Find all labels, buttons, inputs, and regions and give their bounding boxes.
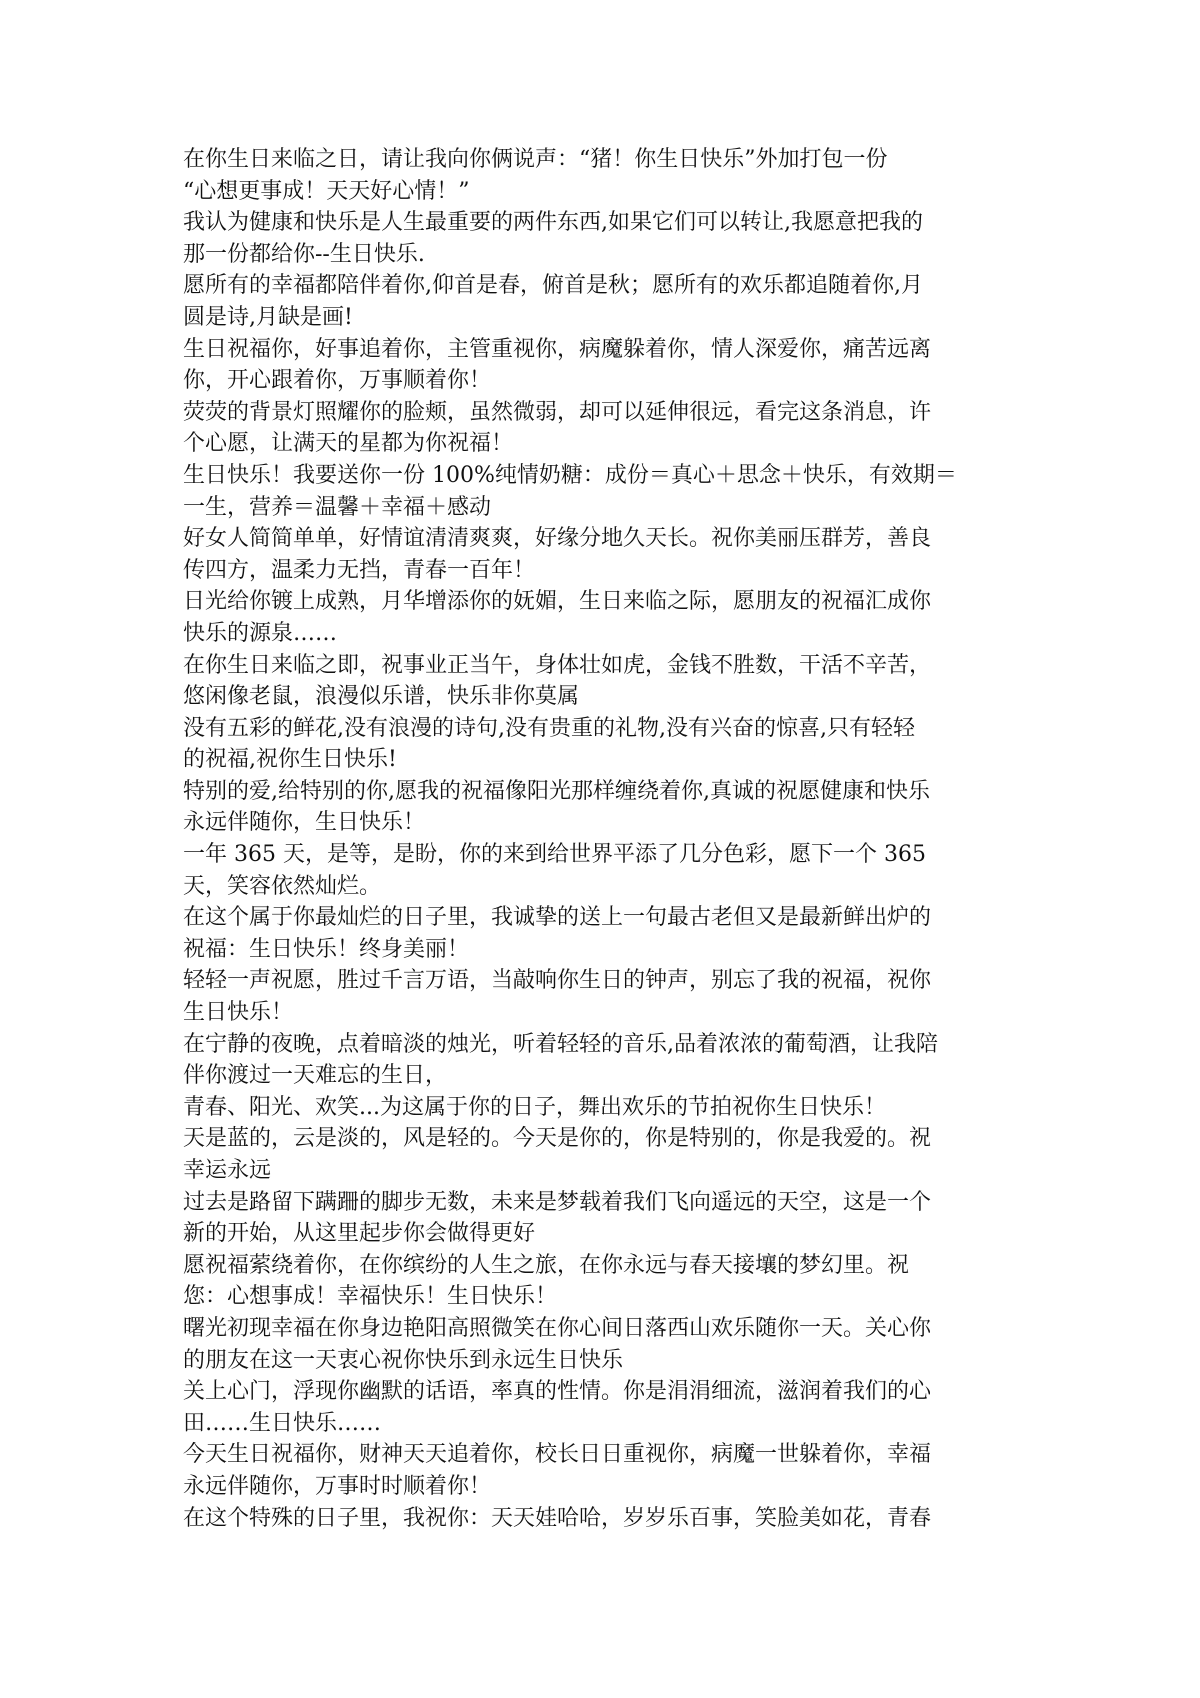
text-line: 轻轻一声祝愿，胜过千言万语，当敲响你生日的钟声，别忘了我的祝福，祝你 [183,968,932,994]
text-line: 永远伴随你，万事时时顺着你！ [183,1473,492,1499]
text-line: 您：心想事成！幸福快乐！生日快乐！ [183,1284,558,1310]
text-line: 新的开始，从这里起步你会做得更好 [183,1221,536,1247]
text-line: 在宁静的夜晚，点着暗淡的烛光，听着轻轻的音乐,品着浓浓的葡萄酒，让我陪 [183,1031,938,1057]
text-line: 圆是诗,月缺是画! [183,304,353,330]
text-line: 今天生日祝福你，财神天天追着你，校长日日重视你，病魔一世躲着你，幸福 [183,1442,932,1468]
text-line: 曙光初现幸福在你身边艳阳高照微笑在你心间日落西山欢乐随你一天。关心你 [183,1315,932,1341]
text-line: 幸运永远 [183,1158,272,1183]
text-line: “心想更事成！天天好心情！” [183,178,470,204]
text-line: 一生，营养＝温馨＋幸福＋感动 [183,494,492,520]
text-line: 日光给你镀上成熟，月华增添你的妩媚，生日来临之际，愿朋友的祝福汇成你 [183,589,932,615]
text-line: 个心愿，让满天的星都为你祝福！ [183,431,514,457]
text-line: 在你生日来临之日，请让我向你俩说声：“猪！你生日快乐”外加打包一份 [183,147,888,172]
text-line: 你，开心跟着你，万事顺着你！ [183,368,492,394]
text-line: 田……生日快乐…… [183,1410,382,1436]
text-line: 那一份都给你--生日快乐. [183,241,425,267]
text-line: 生日祝福你，好事追着你，主管重视你，病魔躲着你，情人深爱你，痛苦远离 [183,336,932,362]
text-line: 青春、阳光、欢笑...为这属于你的日子，舞出欢乐的节拍祝你生日快乐！ [183,1094,886,1120]
text-line: 好女人简简单单，好情谊清清爽爽，好缘分地久天长。祝你美丽压群芳，善良 [183,526,932,552]
text-line: 关上心门，浮现你幽默的话语，率真的性情。你是涓涓细流，滋润着我们的心 [183,1379,932,1405]
text-line: 天，笑容依然灿烂。 [183,873,382,899]
text-line: 一年 365 天，是等，是盼，你的来到给世界平添了几分色彩，愿下一个 365 [183,842,926,868]
text-line: 生日快乐！ [183,1000,294,1026]
text-line: 传四方，温柔力无挡，青春一百年！ [183,557,536,583]
text-line: 愿祝福萦绕着你，在你缤纷的人生之旅，在你永远与春天接壤的梦幻里。祝 [183,1252,910,1278]
text-line: 特别的爱,给特别的你,愿我的祝福像阳光那样缠绕着你,真诚的祝愿健康和快乐 [183,778,930,804]
text-line: 悠闲像老鼠，浪漫似乐谱，快乐非你莫属 [183,684,580,710]
text-line: 过去是路留下蹒跚的脚步无数，未来是梦载着我们飞向遥远的天空，这是一个 [183,1189,932,1215]
text-line: 的祝福,祝你生日快乐! [183,747,397,773]
text-line: 天是蓝的，云是淡的，风是轻的。今天是你的，你是特别的，你是我爱的。祝 [183,1126,932,1152]
text-line: 在这个特殊的日子里，我祝你：天天娃哈哈，岁岁乐百事，笑脸美如花，青春 [183,1505,932,1531]
text-line: 伴你渡过一天难忘的生日， [183,1063,448,1089]
document-body [183,144,1023,1534]
text-line: 的朋友在这一天衷心祝你快乐到永远生日快乐 [183,1347,624,1373]
text-line: 在这个属于你最灿烂的日子里，我诚挚的送上一句最古老但又是最新鲜出炉的 [183,905,932,931]
text-line: 快乐的源泉…… [183,620,338,646]
text-line: 愿所有的幸福都陪伴着你,仰首是春，俯首是秋；愿所有的欢乐都追随着你,月 [183,273,923,299]
text-line: 荧荧的背景灯照耀你的脸颊，虽然微弱，却可以延伸很远，看完这条消息，许 [183,399,932,425]
text-line: 在你生日来临之即，祝事业正当午，身体壮如虎，金钱不胜数，干活不辛苦， [183,652,932,678]
text-line: 永远伴随你，生日快乐！ [183,810,426,836]
text-line: 没有五彩的鲜花,没有浪漫的诗句,没有贵重的礼物,没有兴奋的惊喜,只有轻轻 [183,715,915,741]
text-line: 生日快乐！我要送你一份 100%纯情奶糖：成份＝真心＋思念＋快乐，有效期＝ [183,462,957,488]
text-line: 祝福：生日快乐！终身美丽！ [183,936,470,962]
text-line: 我认为健康和快乐是人生最重要的两件东西,如果它们可以转让,我愿意把我的 [183,210,923,236]
